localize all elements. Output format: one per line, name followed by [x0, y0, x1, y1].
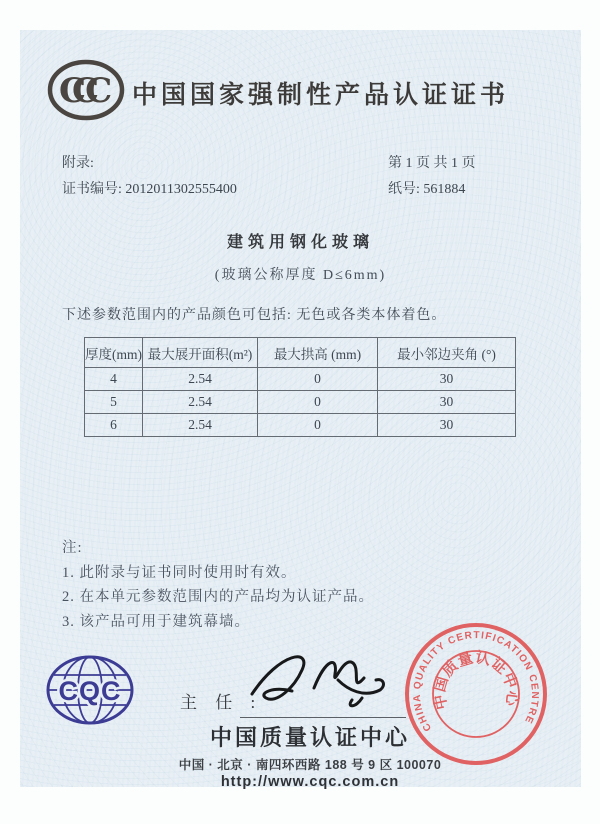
note-item: 3. 该产品可用于建筑幕墙。 [62, 613, 250, 630]
cell: 0 [258, 368, 378, 391]
svg-text:CQC: CQC [58, 676, 122, 706]
cell: 30 [378, 391, 516, 414]
col-header-min-angle: 最小邻边夹角 (°) [378, 338, 516, 368]
col-header-thickness: 厚度(mm) [85, 338, 143, 368]
product-name: 建筑用钢化玻璃 [226, 234, 374, 251]
signature-line [240, 717, 406, 718]
cqc-globe-logo-icon [45, 654, 135, 726]
svg-text:中国质量认证中心 [430, 648, 522, 711]
paper-number-label: 纸号: [388, 182, 420, 197]
seal-outer-text: CHINA QUALITY CERTIFICATION CENTRE [411, 630, 541, 734]
color-note: 下述参数范围内的产品颜色可包括: 无色或各类本体着色。 [62, 308, 447, 323]
certificate-number-line [62, 177, 237, 203]
table-header-row [85, 338, 516, 368]
cell: 6 [85, 414, 143, 437]
ccc-mark-icon [45, 57, 127, 123]
organization-address: 中国 · 北京 · 南四环西路 188 号 9 区 100070 [178, 758, 442, 772]
cell: 0 [258, 414, 378, 437]
product-spec: (玻璃公称厚度 D≤6mm) [214, 268, 387, 283]
table-row [85, 414, 516, 437]
paper-number-line [388, 177, 476, 203]
notes-label: 注: [62, 540, 83, 556]
table-row [85, 368, 516, 391]
paper-number-value: 561884 [423, 182, 466, 197]
seal-inner-text: 中国质量认证中心 [432, 650, 520, 711]
certificate-page [20, 30, 581, 790]
meta-left [62, 151, 237, 203]
official-red-seal [402, 620, 550, 768]
director-label: 主 任 : [180, 693, 263, 712]
page-info: 第 1 页 共 1 页 [388, 156, 476, 171]
appendix-label: 附录: [62, 156, 94, 171]
cell: 30 [378, 368, 516, 391]
col-header-max-area: 最大展开面积(m²) [143, 338, 258, 368]
certificate-number-value: 2012011302555400 [125, 182, 237, 197]
organization-name: 中国质量认证中心 [209, 725, 410, 750]
note-item: 1. 此附录与证书同时使用时有效。 [62, 564, 297, 581]
meta-right [388, 151, 476, 203]
cell: 5 [85, 391, 143, 414]
cell: 2.54 [143, 391, 258, 414]
director-signature [246, 642, 404, 720]
cell: 0 [258, 391, 378, 414]
organization-website: http://www.cqc.com.cn [220, 774, 400, 790]
svg-text:CHINA QUALITY CERTIFICATION [412, 630, 540, 733]
svg-text:CCC: CCC [59, 71, 99, 111]
notes-block [62, 536, 374, 634]
parameters-table [84, 337, 516, 437]
cell: 2.54 [143, 368, 258, 391]
col-header-max-bow: 最大拱高 (mm) [258, 338, 378, 368]
cell: 4 [85, 368, 143, 391]
table-row [85, 391, 516, 414]
cell: 2.54 [143, 414, 258, 437]
certificate-number-label: 证书编号: [62, 182, 122, 197]
certificate-title: 中国国家强制性产品认证证书 [132, 82, 510, 109]
cell: 30 [378, 414, 516, 437]
note-item: 2. 在本单元参数范围内的产品均为认证产品。 [62, 589, 374, 605]
